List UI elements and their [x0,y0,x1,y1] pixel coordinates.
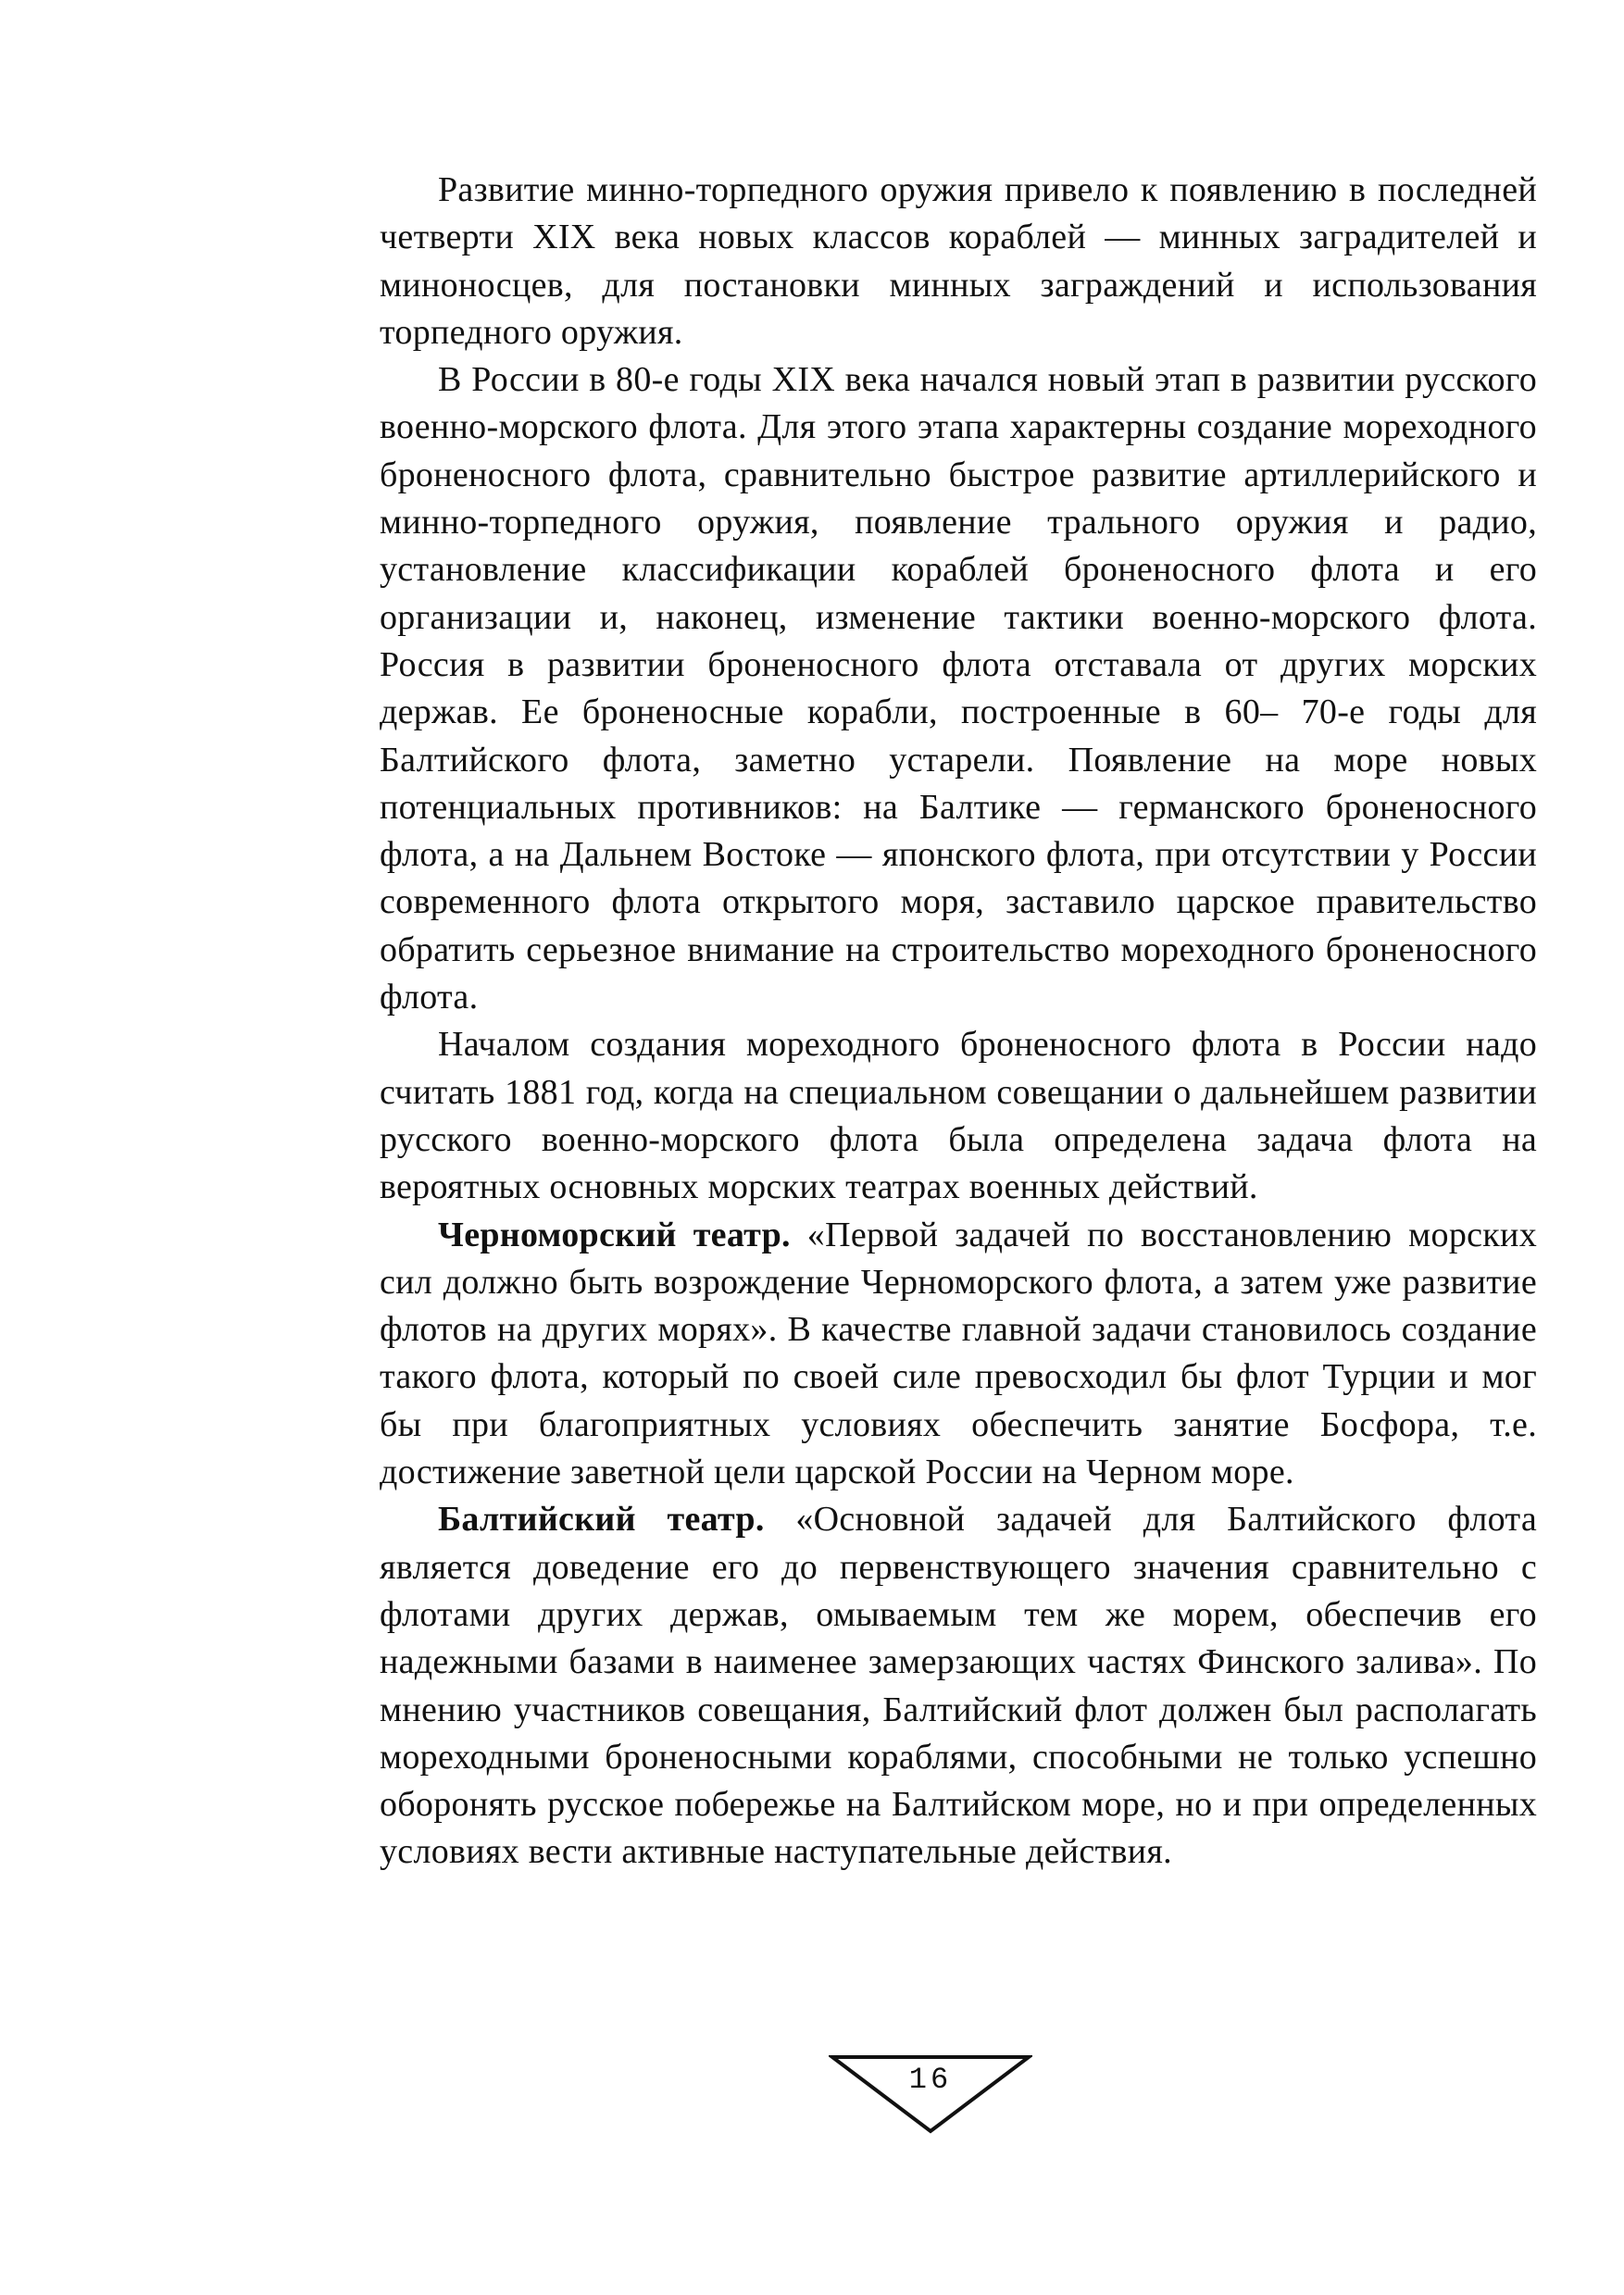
baltic-text: «Основной задачей для Балтийского флота является доведение его до первенствующего значения сравнительно с флотами других держав, омываемым тем же морем, обеспечив его надежными базами в наименее замерзающих частях Финского залива». По мнению участников совещания, Балтийский флот должен был располагать мореходными броненосными кораблями, способными не только успешно оборонять русское побережье на Балтийском море, но и при определенных условиях вести активные наступательные действия. [380,1500,1537,1872]
black-sea-text: «Первой задачей по восстановлению морских сил должно быть возрождение Черноморского флота, а затем уже развитие флотов на других морях». В качестве главной задачи становилось создание такого флота, который по своей силе превосходил бы флот Турции и мог бы при благоприятных условиях обеспечить занятие Босфора, т.е. достижение заветной цели царской России на Черном море. [380,1215,1537,1492]
paragraph-black-sea-theatre [380,1212,1537,1497]
document-body [380,167,1537,1877]
paragraph-russia-1880s: В России в 80-е годы XIX века начался новый этап в развитии русского военно-морского флота. Для этого этапа характерны создание мореходного броненосного флота, сравнительно быстрое развитие артиллерийского и минно-торпедного оружия, появление трального оружия и радио, установление классификации кораблей броненосного флота и его организации и, наконец, изменение тактики военно-морского флота. Россия в развитии броненосного флота отставала от других морских держав. Ее броненосные корабли, построенные в 60– 70-е годы для Балтийского флота, заметно устарели. Появление на море новых потенциальных противников: на Балтике — германского броненосного флота, а на Дальнем Востоке — японского флота, при отсутствии у России современного флота открытого моря, заставило царское правительство обратить серьезное внимание на строительство мореходного броненосного флота. [380,360,1537,1017]
paragraph-baltic-theatre [380,1496,1537,1876]
page-footer [829,2053,1032,2135]
paragraph-mine-torpedo: Развитие минно-торпедного оружия привело к появлению в последней четверти XIX века новых классов кораблей — минных заградителей и миноносцев, для постановки минных заграждений и использования торпедного оружия. [380,170,1537,352]
page-number: 16 [908,2063,953,2097]
baltic-heading: Балтийский театр. [438,1500,765,1540]
black-sea-heading: Черноморский театр. [438,1215,791,1254]
paragraph-1881-meeting: Началом создания мореходного броненосного флота в России надо считать 1881 год, когда на специальном совещании о дальнейшем развитии русского военно-морского флота была определена задача флота на вероятных основных морских театрах военных действий. [380,1025,1537,1207]
